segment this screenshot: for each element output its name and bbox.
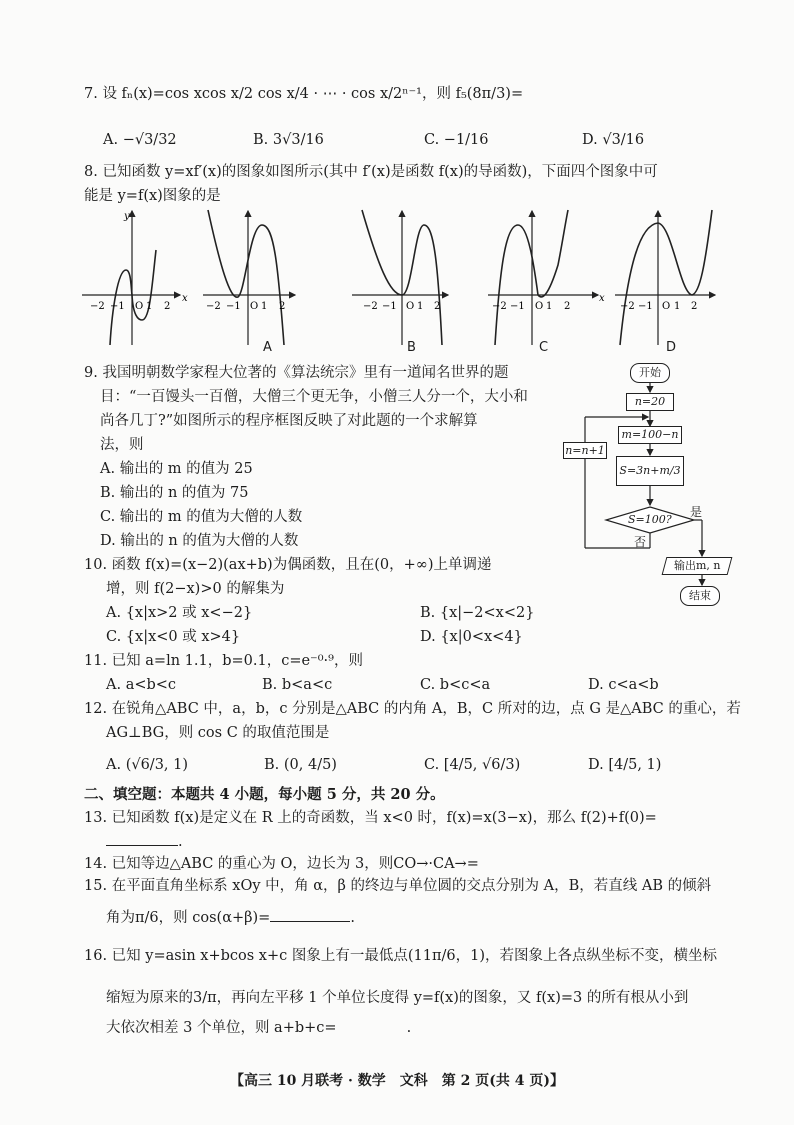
section-2-heading: 二、填空题：本题共 4 小题，每小题 5 分，共 20 分。: [84, 786, 445, 803]
flowchart-init: n=20: [626, 393, 674, 411]
q8-stem-line2: 能是 y=f(x)图象的是: [84, 188, 221, 204]
q11-options: [106, 673, 659, 697]
q15-line2: [106, 906, 355, 930]
q8-stem-line1: 8. 已知函数 y=xf′(x)的图象如图所示(其中 f′(x)是函数 f(x)的导函数)，下面四个图象中可: [84, 164, 658, 180]
page-footer: 【高三 10 月联考 · 数学 文科 第 2 页(共 4 页)】: [229, 1073, 565, 1089]
q8-graphs: [80, 205, 720, 355]
flowchart-condition: S=100?: [628, 513, 672, 526]
flowchart-step-s: S=3n+m/3: [616, 456, 684, 486]
svg-text:1: 1: [146, 301, 153, 312]
graph-b: [352, 210, 448, 345]
q15-answer-blank[interactable]: [270, 907, 350, 922]
q12-line2: AG⊥BG，则 cos C 的取值范围是: [106, 725, 330, 741]
q10-option-a: A. {x|x>2 或 x<−2}: [106, 605, 253, 621]
q13-line2: [106, 830, 183, 854]
flowchart-increment: n=n+1: [563, 442, 607, 459]
q13-answer-blank[interactable]: [106, 831, 178, 846]
graph-d: [615, 210, 715, 345]
q7-options: [103, 128, 644, 152]
q11-option-a: A. a<b<c: [106, 677, 177, 693]
svg-text:O: O: [662, 301, 671, 312]
svg-text:1: 1: [417, 301, 424, 312]
svg-text:2: 2: [434, 301, 441, 312]
q9-stem-line3: 尚各几丁?”如图所示的程序框图反映了对此题的一个求解算: [100, 413, 478, 429]
q10-line2: 增，则 f(2−x)>0 的解集为: [106, 581, 285, 597]
q10-line1: 10. 函数 f(x)=(x−2)(ax+b)为偶函数，且在(0，+∞)上单调递: [84, 557, 492, 573]
graph-a: [203, 210, 295, 345]
q11-stem: 11. 已知 a=ln 1.1，b=0.1，c=e⁻⁰·⁹，则: [84, 653, 363, 669]
q12-option-b: B. (0, 4/5): [264, 757, 337, 773]
svg-text:O: O: [406, 301, 415, 312]
svg-text:−2: −2: [90, 301, 105, 312]
q7-option-b: B. 3√3/16: [253, 132, 324, 148]
svg-text:x: x: [182, 293, 188, 304]
q11-option-c: C. b<c<a: [420, 677, 491, 693]
flowchart-output-label: 输出m, n: [673, 559, 721, 572]
q12-line1: 12. 在锐角△ABC 中，a，b，c 分别是△ABC 的内角 A，B，C 所对的边，点 G 是△ABC 的重心，若: [84, 701, 741, 717]
svg-text:−2: −2: [492, 301, 507, 312]
svg-text:O: O: [535, 301, 544, 312]
svg-text:1: 1: [546, 301, 553, 312]
flowchart-yes: 是: [690, 505, 703, 519]
q12-option-d: D. [4/5, 1): [588, 757, 662, 773]
flowchart-no: 否: [634, 535, 647, 549]
q16-line3: [106, 1016, 411, 1040]
q7-stem: 7. 设 fₙ(x)=cos xcos x/2 cos x/4 · ⋯ · cos x/2ⁿ⁻¹，则 f₅(8π/3)=: [84, 86, 524, 102]
svg-text:2: 2: [691, 301, 698, 312]
flowchart-end: 结束: [680, 586, 720, 606]
svg-text:−1: −1: [510, 301, 525, 312]
q15-line1: 15. 在平面直角坐标系 xOy 中，角 α，β 的终边与单位圆的交点分别为 A，B，若直线 AB 的倾斜: [84, 878, 712, 894]
q9-stem-line2: 目：“一百馒头一百僧，大僧三个更无争，小僧三人分一个，大小和: [100, 389, 528, 405]
q7-option-a: A. −√3/32: [103, 132, 177, 148]
graph-a-label: A: [263, 340, 272, 355]
q12-option-a: A. (√6/3, 1): [106, 757, 189, 773]
q16-line1: 16. 已知 y=asin x+bcos x+c 图象上有一最低点(11π/6，1)，若图象上各点纵坐标不变，横坐标: [84, 948, 717, 964]
q14-answer-blank[interactable]: [480, 852, 550, 874]
q7-option-d: D. √3/16: [582, 132, 645, 148]
q9-stem-line1: 9. 我国明朝数学家程大位著的《算法统宗》里有一道闻名世界的题: [84, 365, 509, 381]
svg-text:1: 1: [261, 301, 268, 312]
svg-text:−1: −1: [110, 301, 125, 312]
svg-text:O: O: [135, 301, 144, 312]
q13-line1: 13. 已知函数 f(x)是定义在 R 上的奇函数，当 x<0 时，f(x)=x(3−x)，那么 f(2)+f(0)=: [84, 810, 657, 826]
graph-c: [488, 210, 605, 345]
svg-text:x: x: [599, 293, 605, 304]
graph-b-label: B: [407, 340, 416, 355]
q9-stem-line4: 法，则: [100, 437, 144, 453]
q10-option-b: B. {x|−2<x<2}: [420, 605, 535, 621]
q15-period: .: [350, 910, 355, 926]
q11-option-b: B. b<a<c: [262, 677, 333, 693]
given-graph: [82, 211, 188, 345]
svg-text:−2: −2: [620, 301, 635, 312]
svg-text:1: 1: [674, 301, 681, 312]
svg-text:y: y: [124, 211, 130, 222]
q12-option-c: C. [4/5, √6/3): [424, 757, 521, 773]
q16-period: .: [406, 1020, 412, 1036]
svg-text:−2: −2: [206, 301, 221, 312]
graph-c-label: C: [539, 340, 549, 355]
graph-d-label: D: [666, 340, 677, 355]
q15-line2-text: 角为π/6，则 cos(α+β)=: [106, 910, 271, 926]
flowchart-output: [662, 557, 733, 575]
svg-text:−1: −1: [638, 301, 653, 312]
svg-text:2: 2: [564, 301, 571, 312]
svg-text:−2: −2: [363, 301, 378, 312]
q16-line3-text: 大依次相差 3 个单位，则 a+b+c=: [106, 1020, 337, 1036]
q9-option-d: D. 输出的 n 的值为大僧的人数: [100, 533, 299, 549]
q13-period: .: [178, 834, 183, 850]
svg-text:2: 2: [279, 301, 286, 312]
q9-option-b: B. 输出的 n 的值为 75: [100, 485, 249, 501]
svg-text:2: 2: [164, 301, 171, 312]
q9-option-c: C. 输出的 m 的值为大僧的人数: [100, 509, 303, 525]
q7-option-c: C. −1/16: [424, 132, 489, 148]
svg-text:−1: −1: [226, 301, 241, 312]
flowchart-step-m: m=100−n: [618, 426, 682, 444]
q16-line2: 缩短为原来的3/π，再向左平移 1 个单位长度得 y=f(x)的图象，又 f(x)=3 的所有根从小到: [106, 990, 689, 1006]
svg-text:−1: −1: [382, 301, 397, 312]
flowchart-start: 开始: [630, 363, 670, 383]
q8-graph-svg: [80, 205, 720, 355]
q12-options: [106, 753, 661, 777]
svg-text:O: O: [250, 301, 259, 312]
q11-option-d: D. c<a<b: [588, 677, 659, 693]
q9-option-a: A. 输出的 m 的值为 25: [100, 461, 253, 477]
q10-option-c: C. {x|x<0 或 x>4}: [106, 629, 241, 645]
q10-option-d: D. {x|0<x<4}: [420, 629, 523, 645]
q14-stem: 14. 已知等边△ABC 的重心为 O，边长为 3，则CO→·CA→=: [84, 856, 479, 872]
